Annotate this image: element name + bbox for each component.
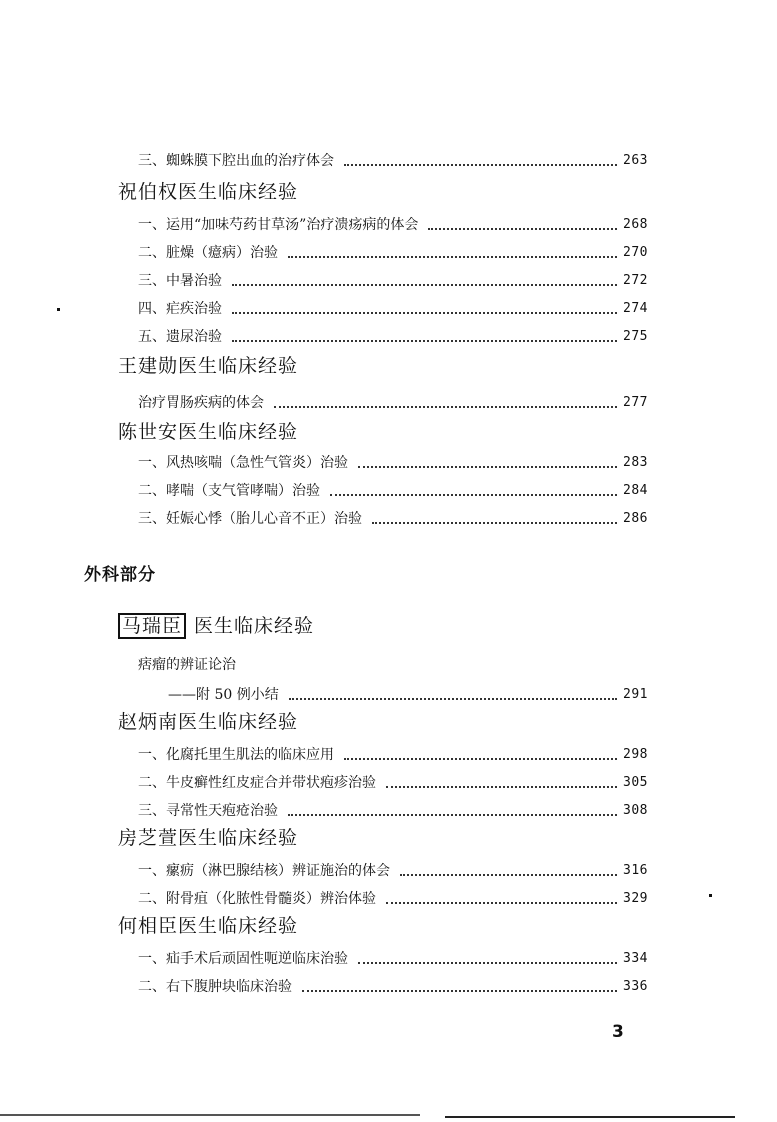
- entry-title: 二、牛皮癣性红皮症合并带状疱疹治验: [138, 775, 376, 791]
- entry-page: 274: [623, 301, 648, 316]
- doctor-heading: 何相臣医生临床经验: [118, 915, 299, 937]
- bottom-edge-line: [445, 1116, 735, 1118]
- dot-leader: [358, 960, 617, 964]
- dot-leader: [330, 492, 617, 496]
- toc-entry[interactable]: [138, 506, 648, 528]
- entry-title: 治疗胃肠疾病的体会: [138, 395, 264, 411]
- entry-page: 286: [623, 511, 648, 526]
- dot-leader: [386, 900, 617, 904]
- toc-entry[interactable]: [138, 946, 648, 968]
- toc-entry[interactable]: [168, 682, 648, 704]
- dot-leader: [302, 988, 617, 992]
- dot-leader: [232, 282, 617, 286]
- doctor-heading: 房芝萱医生临床经验: [118, 827, 299, 849]
- entry-title: 一、运用“加味芍药甘草汤”治疗溃疡病的体会: [138, 217, 419, 233]
- entry-page: 277: [623, 395, 648, 410]
- entry-title: 二、附骨疽（化脓性骨髓炎）辨治体验: [138, 891, 376, 907]
- entry-title: 一、瘰疬（淋巴腺结核）辨证施治的体会: [138, 863, 390, 879]
- doctor-heading: [118, 614, 314, 638]
- entry-page: 298: [623, 747, 648, 762]
- toc-entry[interactable]: [138, 450, 648, 472]
- toc-entry[interactable]: [138, 886, 648, 908]
- dot-leader: [344, 756, 617, 760]
- entry-page: 329: [623, 891, 648, 906]
- entry-title: ——附 50 例小结: [168, 687, 279, 703]
- toc-entry[interactable]: [138, 240, 648, 262]
- entry-page: 268: [623, 217, 648, 232]
- toc-entry[interactable]: [138, 212, 648, 234]
- entry-page: 275: [623, 329, 648, 344]
- toc-entry[interactable]: [138, 268, 648, 290]
- entry-title: 一、疝手术后顽固性呃逆临床治验: [138, 951, 348, 967]
- entry-page: 284: [623, 483, 648, 498]
- toc-entry[interactable]: [138, 742, 648, 764]
- scan-speck: [57, 308, 60, 311]
- entry-page: 336: [623, 979, 648, 994]
- toc-entry[interactable]: [138, 324, 648, 346]
- entry-page: 263: [623, 153, 648, 168]
- entry-title: 一、风热咳喘（急性气管炎）治验: [138, 455, 348, 471]
- scan-speck: [709, 894, 712, 897]
- toc-entry[interactable]: [138, 296, 648, 318]
- entry-page: 316: [623, 863, 648, 878]
- page-number: 3: [612, 1022, 624, 1042]
- dot-leader: [274, 404, 617, 408]
- boxed-name: 马瑞臣: [118, 613, 186, 639]
- dot-leader: [428, 226, 617, 230]
- dot-leader: [232, 310, 617, 314]
- entry-page: 270: [623, 245, 648, 260]
- doctor-heading: 祝伯权医生临床经验: [118, 181, 299, 203]
- entry-page: 308: [623, 803, 648, 818]
- entry-title: 二、右下腹肿块临床治验: [138, 979, 292, 995]
- doctor-heading: 王建勋医生临床经验: [118, 355, 299, 377]
- entry-title: 五、遗尿治验: [138, 329, 222, 345]
- entry-title: 四、疟疾治验: [138, 301, 222, 317]
- toc-entry[interactable]: [138, 148, 648, 170]
- entry-page: 283: [623, 455, 648, 470]
- dot-leader: [232, 338, 617, 342]
- dot-leader: [288, 812, 617, 816]
- entry-page: 291: [623, 687, 648, 702]
- dot-leader: [289, 696, 617, 700]
- doctor-heading: 陈世安医生临床经验: [118, 421, 299, 443]
- entry-page: 272: [623, 273, 648, 288]
- entry-page: 305: [623, 775, 648, 790]
- dot-leader: [358, 464, 617, 468]
- entry-title: 三、中暑治验: [138, 273, 222, 289]
- toc-entry[interactable]: [138, 798, 648, 820]
- bottom-edge-line: [0, 1114, 420, 1116]
- entry-title: 三、妊娠心悸（胎儿心音不正）治验: [138, 511, 362, 527]
- toc-entry[interactable]: [138, 478, 648, 500]
- entry-title: 一、化腐托里生肌法的临床应用: [138, 747, 334, 763]
- entry-subtitle: 痞瘤的辨证论治: [138, 657, 236, 673]
- section-heading: 外科部分: [84, 565, 156, 585]
- entry-title: 二、脏燥（癔病）治验: [138, 245, 278, 261]
- dot-leader: [386, 784, 617, 788]
- doctor-heading: 赵炳南医生临床经验: [118, 711, 299, 733]
- dot-leader: [344, 162, 617, 166]
- entry-title: 三、蜘蛛膜下腔出血的治疗体会: [138, 153, 334, 169]
- dot-leader: [400, 872, 617, 876]
- doctor-heading-rest: 医生临床经验: [194, 615, 315, 637]
- dot-leader: [372, 520, 617, 524]
- entry-title: 二、哮喘（支气管哮喘）治验: [138, 483, 320, 499]
- toc-entry[interactable]: [138, 858, 648, 880]
- toc-entry[interactable]: [138, 390, 648, 412]
- toc-entry[interactable]: [138, 974, 648, 996]
- dot-leader: [288, 254, 617, 258]
- entry-page: 334: [623, 951, 648, 966]
- entry-title: 三、寻常性天疱疮治验: [138, 803, 278, 819]
- toc-entry[interactable]: [138, 770, 648, 792]
